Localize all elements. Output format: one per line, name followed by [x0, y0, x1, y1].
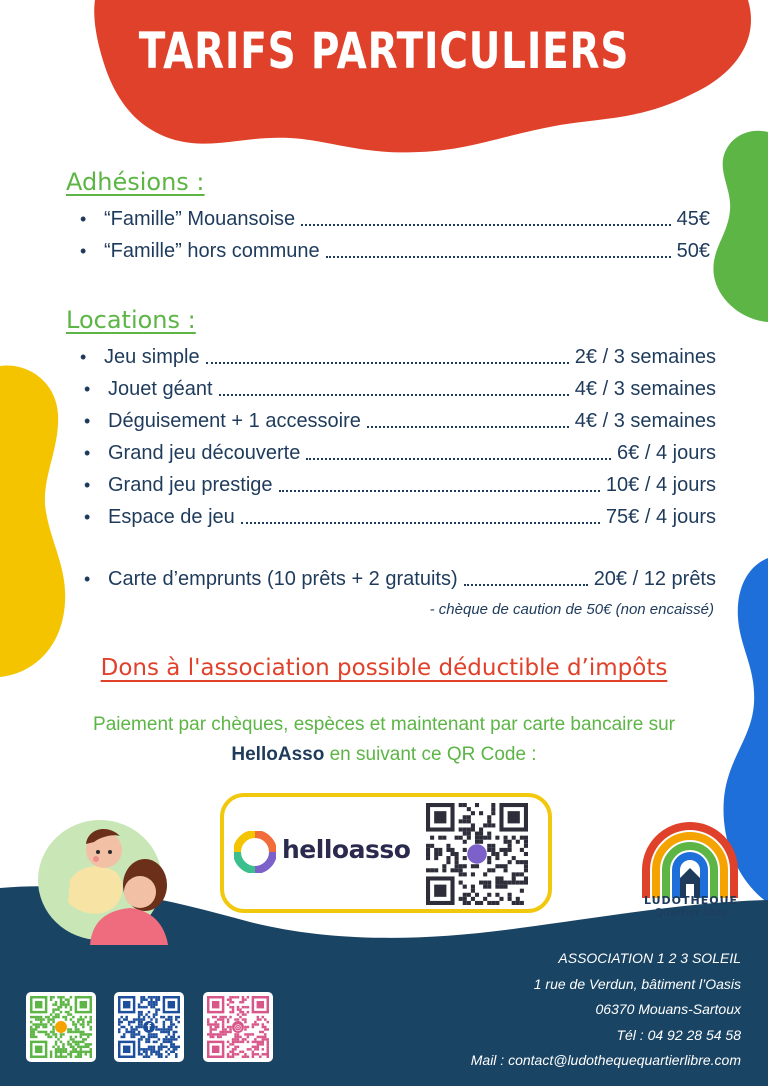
- location-row: [84, 442, 716, 465]
- qr-pattern: [426, 803, 528, 905]
- dot-leader: [219, 394, 569, 396]
- dot-leader: [464, 584, 588, 586]
- svg-text:f: f: [147, 1023, 151, 1034]
- bullet: •: [84, 475, 91, 495]
- payment-text: [84, 710, 684, 770]
- item-label: “Famille” Mouansoise: [104, 208, 296, 230]
- bullet: •: [84, 507, 91, 527]
- dot-leader: [367, 426, 569, 428]
- payment-text-before: Paiement par chèques, espèces et maintenant par carte bancaire sur: [93, 714, 675, 735]
- location-row: [84, 506, 716, 529]
- email-link[interactable]: Mail : contact@ludothequequartierlibre.com: [470, 1052, 741, 1068]
- payment-text-after: en suivant ce QR Code :: [324, 744, 537, 765]
- dot-leader: [241, 522, 600, 524]
- item-price: 10€ / 4 jours: [605, 474, 716, 496]
- ludotheque-subtitle: Quartier libre: [654, 906, 728, 919]
- association-name: ASSOCIATION 1 2 3 SOLEIL: [558, 950, 741, 966]
- dot-leader: [279, 490, 600, 492]
- helloasso-brand: HelloAsso: [231, 744, 325, 765]
- location-row: [84, 474, 716, 497]
- item-label: Carte d’emprunts (10 prêts + 2 gratuits): [108, 568, 458, 590]
- footer-contact: [471, 946, 741, 1074]
- yellow-side-blob: [0, 362, 70, 677]
- qr-pattern: [207, 996, 269, 1058]
- item-label: Grand jeu découverte: [108, 442, 301, 464]
- item-price: 4€ / 3 semaines: [574, 378, 716, 400]
- svg-text:◎: ◎: [234, 1023, 242, 1034]
- dot-leader: [301, 224, 670, 226]
- bullet: •: [80, 347, 87, 367]
- item-price: 50€: [676, 240, 710, 262]
- location-row: [84, 378, 716, 401]
- ludotheque-name: [636, 895, 746, 919]
- item-price: 4€ / 3 semaines: [574, 410, 716, 432]
- item-price: 75€ / 4 jours: [605, 506, 716, 528]
- helloasso-box[interactable]: [220, 793, 552, 913]
- address-line: 1 rue de Verdun, bâtiment l’Oasis: [533, 975, 741, 992]
- facebook-qr-code[interactable]: [114, 992, 184, 1062]
- adhesion-row: [80, 208, 710, 231]
- location-row: [80, 346, 716, 369]
- bullet: •: [80, 209, 87, 229]
- mother-child-illustration: [30, 810, 180, 945]
- bullet: •: [84, 411, 91, 431]
- location-row: [84, 410, 716, 433]
- deposit-note: - chèque de caution de 50€ (non encaissé): [429, 601, 714, 618]
- locations-heading: Locations :: [66, 306, 196, 334]
- item-label: Déguisement + 1 accessoire: [108, 410, 361, 432]
- item-label: Jeu simple: [104, 346, 200, 368]
- helloasso-logo-icon: [234, 831, 276, 873]
- ludotheque-title: LUDOTHEQUE: [643, 894, 739, 907]
- ludotheque-rainbow-logo: [640, 820, 740, 900]
- website-qr-code[interactable]: [26, 992, 96, 1062]
- dot-leader: [326, 256, 671, 258]
- phone-line: Tél : 04 92 28 54 58: [616, 1026, 741, 1043]
- qr-pattern: [118, 996, 180, 1058]
- item-label: Espace de jeu: [108, 506, 235, 528]
- item-price: 6€ / 4 jours: [617, 442, 716, 464]
- dot-leader: [306, 458, 611, 460]
- donation-heading: Dons à l'association possible déductible d’impôts: [100, 655, 668, 681]
- helloasso-logo-text: helloasso: [282, 835, 411, 864]
- bullet: •: [84, 379, 91, 399]
- dot-leader: [206, 362, 569, 364]
- qr-pattern: [30, 996, 92, 1058]
- bullet: •: [80, 241, 87, 261]
- item-price: 2€ / 3 semaines: [574, 346, 716, 368]
- adhesion-row: [80, 240, 710, 263]
- bullet: •: [84, 569, 91, 589]
- bullet: •: [84, 443, 91, 463]
- item-label: Jouet géant: [108, 378, 213, 400]
- page-title: TARIFS PARTICULIERS: [138, 22, 630, 80]
- item-label: Grand jeu prestige: [108, 474, 273, 496]
- item-price: 20€ / 12 prêts: [593, 568, 716, 590]
- item-label: “Famille” hors commune: [104, 240, 320, 262]
- item-price: 45€: [676, 208, 710, 230]
- instagram-qr-code[interactable]: [203, 992, 273, 1062]
- green-side-blob: [712, 128, 768, 323]
- city-line: 06370 Mouans-Sartoux: [595, 1001, 741, 1017]
- adhesions-heading: Adhésions :: [66, 168, 205, 196]
- helloasso-qr-code[interactable]: [426, 803, 528, 905]
- card-row: [84, 568, 716, 591]
